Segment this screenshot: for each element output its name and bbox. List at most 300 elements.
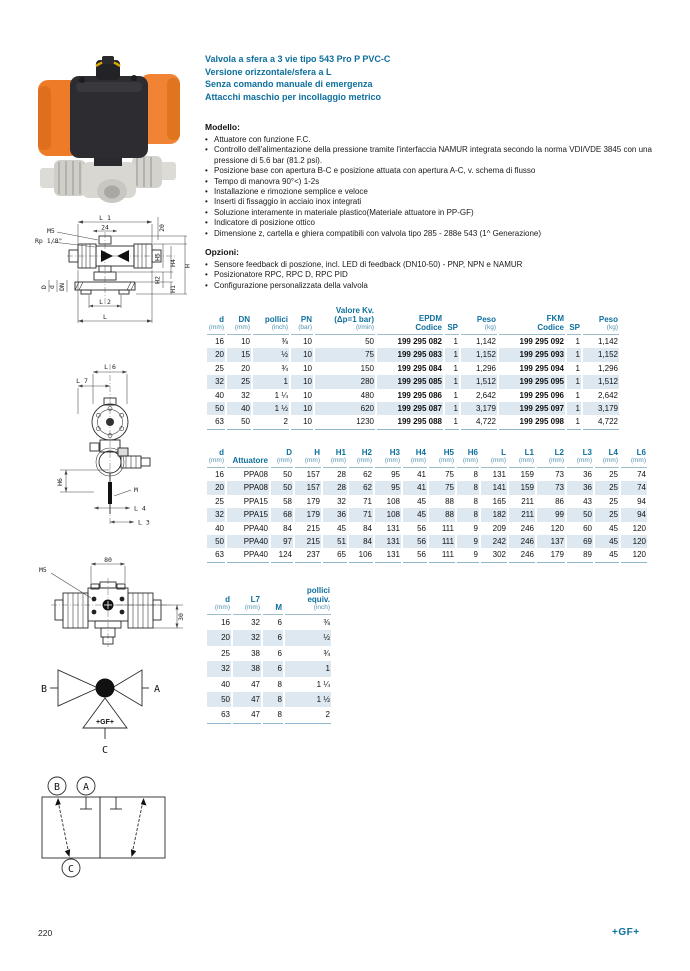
table-cell: 32 (207, 508, 225, 521)
dim-label-l3: L 3 (138, 518, 150, 527)
bullet-text: Controllo dell'alimentazione della pressione tramite l'interfaccia NAMUR integrata secondo la norma VDI/VDE 3845 con una pressione di 5.6 bar (81.2 psi). (214, 145, 652, 165)
dim-label-l6: L 6 (104, 363, 116, 371)
schema-label-a: A (82, 782, 90, 793)
table-cell: 1,152 (583, 348, 619, 361)
schema-label-c: C (67, 864, 75, 875)
table-cell: 1 (445, 375, 459, 388)
table-cell: 84 (363, 523, 372, 533)
bullet-icon: • (205, 207, 208, 217)
table-cell: 131 (386, 523, 400, 533)
table-cell: 1 (575, 337, 580, 346)
table-cell: 199 295 098 (499, 415, 565, 429)
table-cell: 50 (207, 402, 225, 415)
bullet-text: Inserti di fissaggio in acciaio inox integrati (214, 197, 362, 207)
table-cell: 25 (609, 470, 618, 479)
dim-label-d: d (48, 285, 56, 289)
dim-label-rp: Rp 1/8" (35, 237, 63, 245)
table-row (207, 615, 331, 630)
table-cell: 215 (295, 535, 321, 548)
table-cell: 165 (492, 496, 506, 506)
bullet-item (205, 187, 661, 197)
column-header: L6 (mm) (621, 448, 647, 468)
bullet-icon: • (205, 280, 208, 290)
table-cell: 8 (457, 481, 479, 494)
table-cell: 69 (567, 535, 593, 548)
table-cell: 50 (207, 535, 225, 548)
table-cell: 73 (555, 470, 564, 479)
bullet-item (205, 281, 661, 291)
column-header: DN (mm) (227, 306, 251, 335)
title-line: Attacchi maschio per incollaggio metrico (205, 91, 382, 102)
dim-label-l1: L 1 (99, 214, 111, 222)
column-header: H1 (mm) (323, 448, 347, 468)
table-cell: 41 (417, 470, 426, 479)
table-row (207, 646, 331, 661)
table-cell: 1230 (315, 415, 375, 429)
bullet-icon: • (205, 218, 208, 228)
table-cell: 43 (583, 496, 592, 506)
table-cell: 73 (537, 481, 565, 494)
table-cell: 6 (263, 630, 283, 645)
table-cell: 8 (457, 508, 479, 521)
table-cell: 25 (609, 496, 618, 506)
table-cell: 40 (221, 679, 230, 689)
table-cell: 211 (509, 508, 535, 521)
table-cell: 62 (363, 470, 372, 479)
table-cell: 1,152 (461, 348, 497, 361)
table-cell: 50 (227, 415, 251, 429)
table-cell: 1,142 (597, 337, 618, 346)
table-cell: 199 295 083 (377, 348, 443, 361)
table-row (207, 677, 331, 692)
schema-label-b: B (53, 782, 61, 793)
column-header: d (mm) (207, 448, 225, 468)
column-header: d (mm) (207, 586, 231, 615)
bullet-item (205, 177, 661, 187)
table-cell: 111 (441, 523, 454, 533)
table-row (207, 508, 647, 521)
table-cell: 2 (253, 415, 289, 429)
table-cell: 108 (386, 496, 400, 506)
table-cell: 38 (233, 661, 261, 676)
table-cell: 199 295 097 (499, 402, 565, 415)
table-cell: 50 (207, 692, 231, 707)
table-cell: 10 (241, 337, 250, 346)
table-cell: 50 (365, 337, 374, 346)
table-cell: 1 (453, 390, 458, 400)
thread-table (205, 586, 333, 724)
table-cell: 179 (306, 496, 320, 506)
table-cell: 20 (241, 363, 250, 373)
table-cell: 159 (520, 470, 534, 479)
bullet-icon: • (205, 135, 208, 144)
bullet-icon: • (205, 228, 208, 238)
table-cell: 4,722 (461, 415, 497, 429)
table-cell: 40 (215, 390, 224, 400)
dim-label-l4: L 4 (134, 504, 146, 513)
column-header: Valore Kv. (Δp=1 bar) (l/min) (315, 306, 375, 335)
table-cell: 280 (315, 375, 375, 388)
table-cell: 199 295 084 (397, 363, 442, 373)
table-cell: 63 (207, 415, 225, 429)
column-header: H3 (mm) (375, 448, 401, 468)
bullet-text: Dimensione z, cartella e ghiera compatibili con valvola tipo 285 - 288e 543 (1^ Generazione) (214, 228, 542, 238)
dimensions-table (205, 448, 649, 563)
table-cell: 32 (251, 618, 260, 627)
table-cell: 25 (221, 648, 230, 658)
table-cell: 120 (550, 523, 564, 533)
bullet-item (205, 135, 661, 145)
table-cell: 1 (453, 363, 458, 373)
table-row (207, 362, 619, 375)
table-cell: 8 (263, 707, 283, 723)
dim-label-m: M (134, 486, 138, 494)
table-cell: 106 (349, 548, 373, 562)
table-cell: 63 (207, 548, 225, 562)
table-cell: 95 (391, 470, 400, 479)
table-cell: 1 (567, 375, 581, 388)
table-cell: ¾ (281, 363, 288, 373)
table-cell: 63 (207, 707, 231, 723)
table-cell: 1,512 (583, 375, 619, 388)
bullet-icon: • (205, 187, 208, 197)
table-cell: 237 (295, 548, 321, 562)
table-cell: 1,296 (597, 363, 618, 373)
table-cell: 2 (285, 707, 331, 723)
dim-label-dn: DN (58, 283, 66, 291)
table-cell: PPA08 (243, 470, 268, 479)
table-cell: 6 (263, 661, 283, 676)
table-cell: 45 (417, 496, 426, 506)
table-cell: 45 (595, 535, 619, 548)
actuator (38, 56, 180, 166)
table-cell: 1 (445, 415, 459, 429)
table-cell: 16 (215, 470, 224, 479)
table-row (207, 415, 619, 429)
column-header: pollici (inch) (253, 306, 289, 335)
table-cell: 131 (375, 548, 401, 562)
table-cell: 45 (403, 508, 427, 521)
table-cell: 199 295 093 (499, 348, 565, 361)
table-cell: 246 (509, 548, 535, 562)
table-cell: 25 (595, 481, 619, 494)
column-header: L4 (mm) (595, 448, 619, 468)
title-line: Valvola a sfera a 3 vie tipo 543 Pro P PVC-C (205, 54, 391, 64)
bullet-icon: • (205, 166, 208, 176)
bullet-text: Soluzione interamente in materiale plastico(Materiale attuatore in PP-GF) (214, 207, 474, 217)
bullet-icon: • (205, 270, 208, 280)
table-cell: 10 (291, 402, 313, 415)
table-cell: 94 (637, 496, 646, 506)
column-header: H4 (mm) (403, 448, 427, 468)
table-cell: 3,179 (461, 402, 497, 415)
table-cell: 1 (575, 363, 580, 373)
gf-logo: +GF+ (612, 927, 640, 938)
bullet-item (205, 260, 661, 270)
bullet-item (205, 166, 661, 176)
bullet-item (205, 197, 661, 207)
table-cell: 40 (215, 523, 224, 533)
kv-codes-table (205, 306, 621, 430)
table-cell: 47 (233, 692, 261, 707)
table-row (207, 389, 619, 402)
column-header: H6 (mm) (457, 448, 479, 468)
table-cell: 1 (575, 390, 580, 400)
bullet-icon: • (205, 176, 208, 186)
column-header: H2 (mm) (349, 448, 373, 468)
column-header: L (mm) (481, 448, 507, 468)
table-cell: 131 (375, 535, 401, 548)
table-cell: 71 (349, 508, 373, 521)
table-cell: 89 (567, 548, 593, 562)
bullet-text: Attuatore con funzione F.C. (214, 135, 311, 144)
side-outline (90, 398, 150, 514)
table-cell: 74 (637, 470, 646, 479)
table-cell: 159 (509, 481, 535, 494)
header-row (207, 306, 619, 335)
dimension-drawing-valve-body (25, 552, 197, 660)
dimension-drawing-front-view (25, 210, 200, 345)
dim-label-30: 30 (177, 613, 185, 621)
table-cell: 199 295 096 (519, 390, 564, 400)
table-cell: 36 (583, 470, 592, 479)
dim-label-24: 24 (101, 223, 109, 232)
table-cell: 56 (403, 548, 427, 562)
table-cell: 1,512 (461, 375, 497, 388)
modello-bullet-list (205, 135, 661, 239)
port-label-b: B (40, 684, 48, 695)
table-cell: 32 (233, 630, 261, 645)
table-cell: 88 (429, 508, 455, 521)
table-cell: 9 (457, 535, 479, 548)
table-cell: 8 (473, 470, 478, 479)
modello-heading: Modello: (205, 122, 240, 132)
table-cell: 480 (360, 390, 374, 400)
flow-schema (25, 772, 177, 880)
table-cell: 199 295 087 (377, 402, 443, 415)
table-cell: 111 (429, 535, 455, 548)
dim-label-m5: M5 (47, 227, 55, 235)
table-cell: 75 (429, 481, 455, 494)
bullet-text: Posizionatore RPC, RPC D, RPC PID (214, 270, 348, 280)
table-cell: 9 (457, 548, 479, 562)
table-cell: 65 (323, 548, 347, 562)
table-cell: 215 (306, 523, 320, 533)
table-row (207, 661, 331, 676)
column-header: L1 (mm) (509, 448, 535, 468)
bullet-icon: • (205, 145, 208, 155)
table-cell: 131 (492, 470, 506, 479)
dimension-drawing-side-view (30, 352, 180, 530)
column-header: pollici equiv. (inch) (285, 586, 331, 615)
opzioni-heading: Opzioni: (205, 247, 239, 257)
table-cell: 120 (621, 548, 647, 562)
table-cell: 47 (251, 679, 260, 689)
table-cell: 4,722 (583, 415, 619, 429)
table-cell: 1 ½ (253, 402, 289, 415)
table-cell: 25 (215, 363, 224, 373)
table-cell: 8 (263, 692, 283, 707)
table-cell: 150 (360, 363, 374, 373)
table-cell: PPA15 (243, 496, 268, 506)
table-cell: 84 (283, 523, 292, 533)
table-cell: 25 (215, 496, 224, 506)
bullet-text: Tempo di manovra 90°<) 1-2s (214, 176, 320, 186)
table-cell: 120 (632, 523, 646, 533)
table-cell: 2,642 (475, 390, 496, 400)
table-cell: 71 (363, 496, 372, 506)
table-row (207, 481, 647, 494)
bullet-item (205, 208, 661, 218)
table-cell: 25 (595, 508, 619, 521)
table-cell: 56 (417, 523, 426, 533)
table-cell: 94 (621, 508, 647, 521)
table-cell: 8 (473, 496, 478, 506)
table-cell: 47 (233, 707, 261, 723)
table-cell: 1,142 (475, 337, 496, 346)
header-row (207, 448, 647, 468)
dim-label-h5: H5 (153, 253, 162, 261)
table-cell: 1 (445, 402, 459, 415)
table-cell: 1 (567, 415, 581, 429)
table-cell: 1 (253, 375, 289, 388)
table-cell: 88 (445, 496, 454, 506)
table-cell: 199 295 082 (397, 337, 442, 346)
table-cell: 3,179 (583, 402, 619, 415)
table-cell: 199 295 085 (377, 375, 443, 388)
table-cell: 16 (215, 337, 224, 346)
column-header: H5 (mm) (429, 448, 455, 468)
page-title (205, 53, 665, 103)
bullet-item (205, 229, 661, 239)
table-cell: 45 (337, 523, 346, 533)
table-cell: 41 (403, 481, 427, 494)
table-cell: 1 (285, 661, 331, 676)
table-cell: 2,642 (597, 390, 618, 400)
column-header: D (mm) (271, 448, 293, 468)
table-cell: 45 (609, 523, 618, 533)
bullet-item (205, 218, 661, 228)
table-cell: ½ (285, 630, 331, 645)
table-cell: 179 (295, 508, 321, 521)
table-cell: 108 (375, 508, 401, 521)
table-cell: 68 (271, 508, 293, 521)
valve-outline (69, 236, 161, 294)
table-cell: 10 (291, 415, 313, 429)
table-row (207, 707, 331, 723)
table-cell: 1,296 (475, 363, 496, 373)
table-cell: 75 (315, 348, 375, 361)
table-cell: 124 (271, 548, 293, 562)
table-cell: 199 295 095 (499, 375, 565, 388)
table-cell: 242 (481, 535, 507, 548)
table-row (207, 348, 619, 361)
table-cell: 246 (520, 523, 534, 533)
table-cell: 620 (315, 402, 375, 415)
table-cell: 36 (567, 481, 593, 494)
dimension-lines (51, 563, 183, 629)
title-line: Senza comando manuale di emergenza (205, 79, 373, 89)
column-header: SP (567, 306, 581, 335)
column-header: H (mm) (295, 448, 321, 468)
table-cell: 50 (567, 508, 593, 521)
dimension-lines (60, 371, 134, 524)
column-header: PN (bar) (291, 306, 313, 335)
table-cell: PPA40 (243, 523, 268, 533)
dim-label-h: H (183, 264, 192, 268)
column-header: EPDM Codice (377, 306, 443, 335)
table-cell: 199 295 092 (519, 337, 564, 346)
table-cell: 209 (492, 523, 506, 533)
column-header: Attuatore (227, 448, 269, 468)
title-line: Versione orizzontale/sfera a L (205, 66, 332, 77)
table-cell: 45 (595, 548, 619, 562)
table-row (207, 402, 619, 415)
table-cell: 1 ½ (285, 692, 331, 707)
table-row (207, 335, 619, 348)
table-cell: 38 (251, 648, 260, 658)
table-row (207, 535, 647, 548)
table-cell: 58 (283, 496, 292, 506)
gf-mark: +GF+ (96, 719, 114, 726)
table-cell: 25 (227, 375, 251, 388)
flow-symbol (28, 662, 176, 774)
table-cell: 20 (207, 348, 225, 361)
table-cell: 120 (621, 535, 647, 548)
table-cell: 10 (303, 363, 312, 373)
table-cell: ⅜ (323, 618, 330, 627)
dim-label-h6: H6 (56, 478, 64, 486)
table-cell: 15 (227, 348, 251, 361)
table-row (207, 522, 647, 535)
dim-label-20: 20 (158, 224, 166, 232)
table-cell: 74 (621, 481, 647, 494)
table-cell: 1 ¼ (316, 679, 330, 689)
dim-label-m5: M5 (39, 566, 47, 574)
port-label-a: A (153, 684, 161, 695)
table-cell: 9 (473, 523, 478, 533)
bullet-text: Installazione e rimozione semplice e veloce (214, 187, 368, 197)
table-cell: 20 (207, 630, 231, 645)
table-cell: 16 (221, 618, 230, 627)
table-cell: 86 (555, 496, 564, 506)
column-header: Peso (kg) (583, 306, 619, 335)
table-cell: 1 ¼ (274, 390, 288, 400)
dim-label-l2: L 2 (99, 298, 111, 306)
table-row (207, 375, 619, 388)
table-cell: 28 (323, 481, 347, 494)
page-number: 220 (38, 928, 53, 938)
column-header: L3 (mm) (567, 448, 593, 468)
table-cell: 111 (429, 548, 455, 562)
table-cell: 6 (277, 618, 282, 627)
port-label-c: C (101, 745, 109, 756)
table-cell: 246 (509, 535, 535, 548)
bullet-text: Configurazione personalizzata della valvola (214, 280, 368, 290)
table-cell: 10 (291, 375, 313, 388)
table-cell: ¾ (323, 648, 330, 658)
dim-label-h2: H2 (153, 276, 162, 284)
opzioni-bullet-list (205, 260, 661, 291)
table-cell: 8 (277, 679, 282, 689)
table-cell: 20 (207, 481, 225, 494)
column-header: Peso (kg) (461, 306, 497, 335)
table-cell: 1 (567, 402, 581, 415)
table-cell: 199 295 086 (397, 390, 442, 400)
table-cell: 211 (521, 496, 534, 506)
dim-label-h1: H1 (169, 285, 177, 293)
column-header: M (263, 586, 283, 615)
